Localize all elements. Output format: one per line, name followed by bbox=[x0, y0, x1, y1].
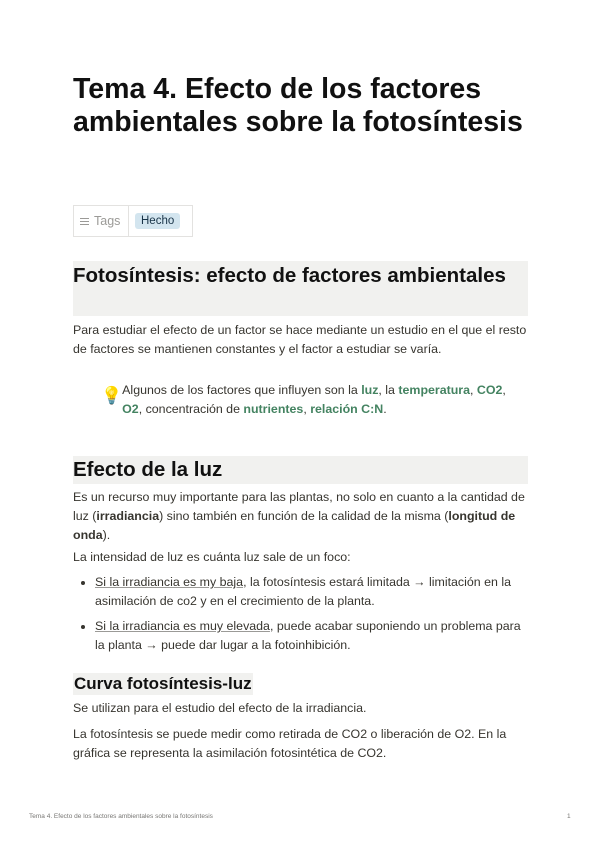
list-icon bbox=[80, 216, 89, 227]
properties-row bbox=[73, 205, 193, 237]
list-item-text: , puede acabar suponiendo un problema para la planta → puede dar lugar a la fotoinhibición. bbox=[95, 619, 521, 652]
callout-text-part: , bbox=[502, 383, 506, 397]
callout-text-part: , bbox=[470, 383, 477, 397]
text-part: Es un recurso muy importante para las plantas, no solo en cuanto a la cantidad de luz ( bbox=[73, 490, 525, 523]
highlight-co2: CO2 bbox=[476, 383, 503, 397]
property-key[interactable] bbox=[74, 206, 129, 236]
section-heading-factores: Fotosíntesis: efecto de factores ambientales bbox=[73, 261, 528, 316]
list-item bbox=[95, 617, 528, 655]
highlight-luz: luz bbox=[361, 383, 379, 397]
paragraph-curva-2: La fotosíntesis se puede medir como retirada de CO2 o liberación de O2. En la gráfica se representa la asimilación fotosintética de CO2. bbox=[73, 727, 507, 760]
page-title: Tema 4. Efecto de los factores ambientales sobre la fotosíntesis bbox=[73, 73, 523, 138]
callout-text-part: , la bbox=[378, 383, 399, 397]
page-number: 1 bbox=[567, 813, 571, 820]
callout-text-part: . bbox=[383, 402, 387, 416]
bold-irradiancia: irradiancia bbox=[96, 509, 160, 523]
highlight-nutrientes: nutrientes bbox=[243, 402, 304, 416]
list-item bbox=[95, 573, 528, 611]
underlined-text: Si la irradiancia es muy elevada bbox=[95, 619, 270, 633]
property-key-label: Tags bbox=[94, 214, 121, 228]
paragraph-intro: Para estudiar el efecto de un factor se hace mediante un estudio en el que el resto de factores se mantienen constantes y el factor a estudiar se varía. bbox=[73, 323, 527, 356]
lightbulb-icon: 💡 bbox=[101, 386, 123, 405]
subsection-heading: Curva fotosíntesis-luz bbox=[74, 674, 252, 693]
bullet-list bbox=[73, 573, 528, 661]
bold-longitud-onda: longitud de onda bbox=[73, 509, 516, 542]
highlight-o2: O2 bbox=[122, 402, 139, 416]
callout-text-part: Algunos de los factores que influyen son la bbox=[122, 383, 362, 397]
callout bbox=[101, 381, 521, 419]
callout-text-part: , bbox=[303, 402, 311, 416]
paragraph-intensidad: La intensidad de luz es cuánta luz sale de un foco: bbox=[73, 550, 351, 564]
tag-badge[interactable]: Hecho bbox=[135, 213, 180, 229]
section-heading-luz: Efecto de la luz bbox=[73, 456, 528, 484]
text-part: ). bbox=[102, 528, 111, 542]
highlight-relacion: relación C:N bbox=[310, 402, 384, 416]
callout-text-part: , concentración de bbox=[138, 402, 244, 416]
callout-text bbox=[122, 381, 521, 419]
paragraph-luz bbox=[73, 488, 528, 545]
footer-title: Tema 4. Efecto de los factores ambientales sobre la fotosíntesis bbox=[29, 813, 213, 820]
property-value[interactable] bbox=[129, 206, 180, 236]
text-part: ) sino también en función de la calidad de la misma ( bbox=[159, 509, 449, 523]
underlined-text: Si la irradiancia es my baja bbox=[95, 575, 244, 589]
paragraph-curva-1: Se utilizan para el estudio del efecto de la irradiancia. bbox=[73, 701, 367, 715]
highlight-temperatura: temperatura bbox=[398, 383, 471, 397]
list-item-text: , la fotosíntesis estará limitada → limitación en la asimilación de co2 y en el crecimiento de la planta. bbox=[95, 575, 511, 608]
